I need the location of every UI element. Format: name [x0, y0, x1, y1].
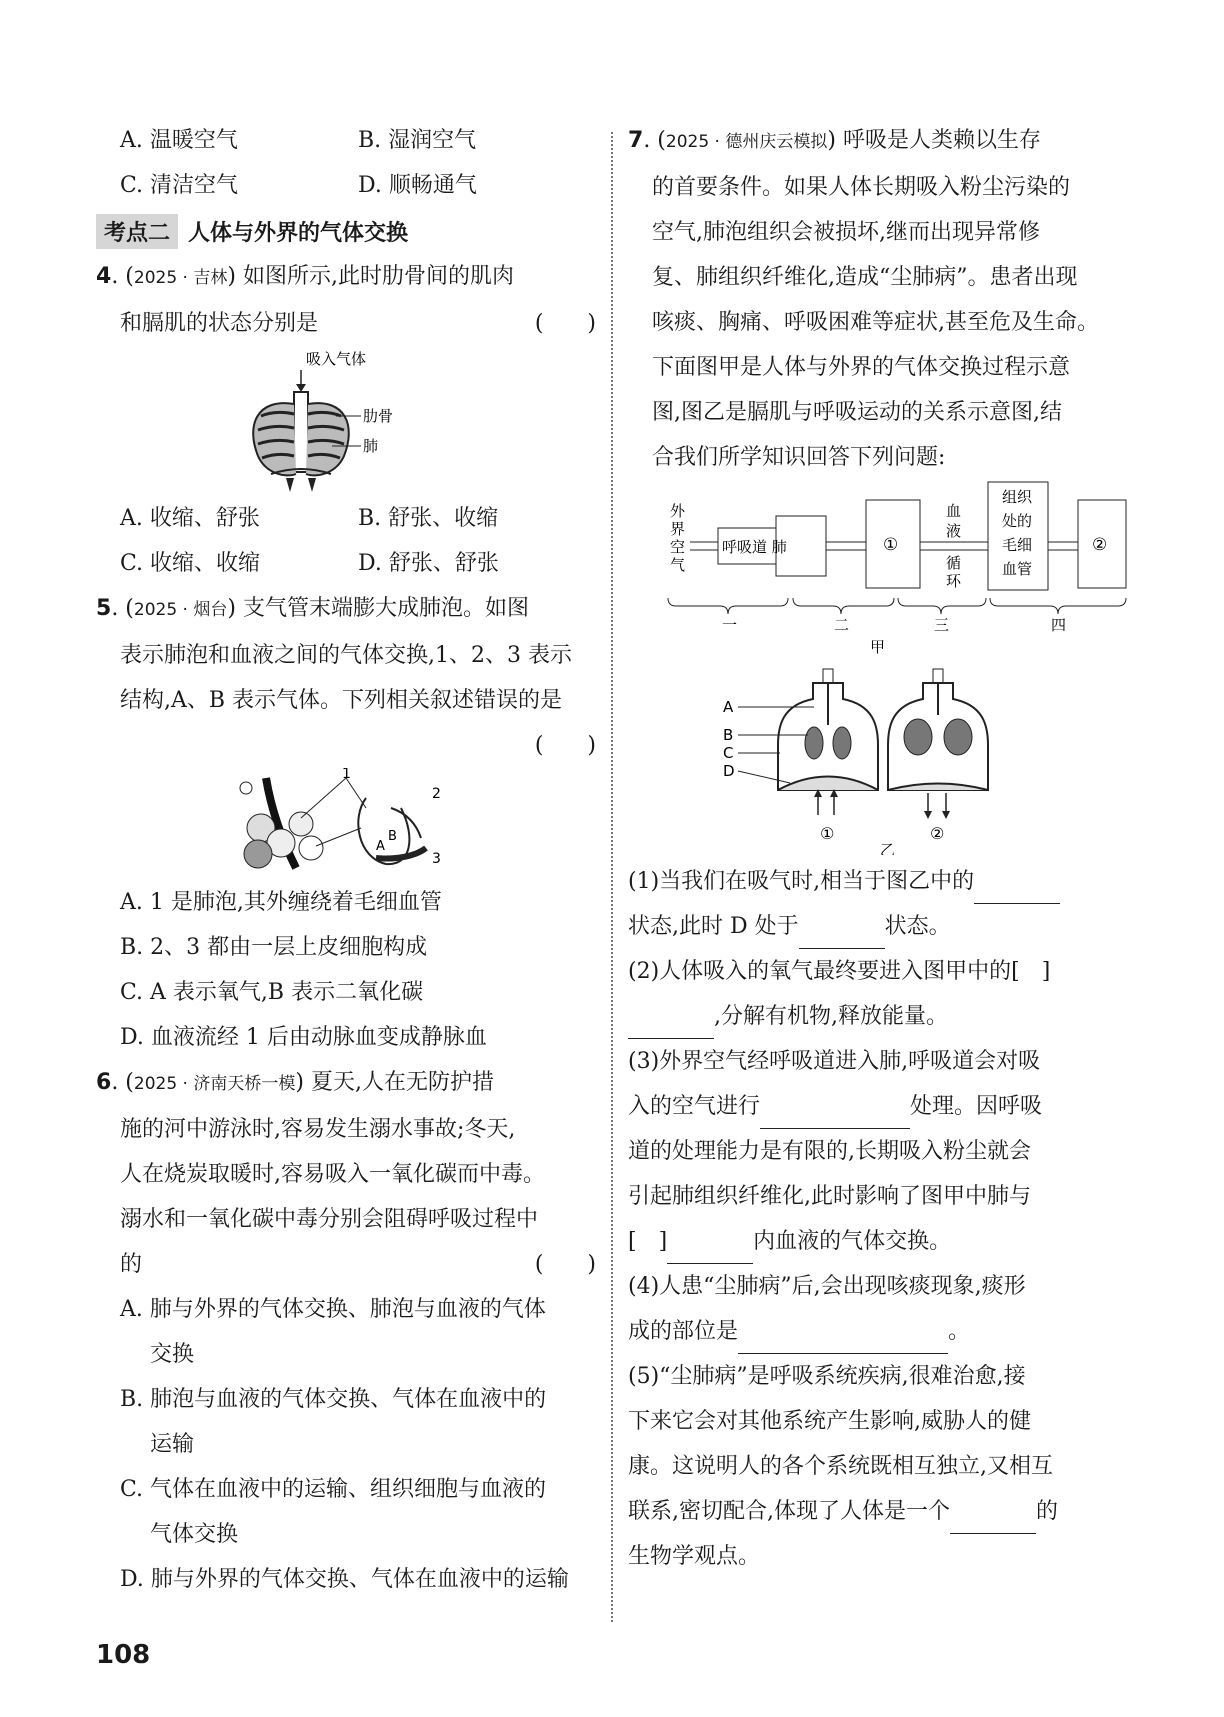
q7-text-1: 呼吸是人类赖以生存	[842, 128, 1041, 153]
q6-line-4: 溺水和一氧化碳中毒分别会阻碍呼吸过程中	[120, 1207, 539, 1232]
q6-line-3: 人在烧炭取暖时,容易吸入一氧化碳而中毒。	[120, 1162, 545, 1187]
q7-sub2-line-1	[628, 949, 1128, 994]
q3-options-row-2	[96, 163, 596, 208]
q3-options-row-1	[96, 118, 596, 163]
yi-jar-2	[888, 669, 988, 819]
q5-pointer-1a	[301, 778, 346, 818]
q7-line-6: 下面图甲是人体与外界的气体交换过程示意	[652, 355, 1071, 380]
q5-source: 2025 · 烟台	[133, 600, 228, 620]
jia-blood-1: 血	[946, 502, 962, 520]
yi-jar-1	[778, 669, 878, 815]
q6-line-1: 6. (2025 · 济南天桥一模) 夏天,人在无防护措	[96, 1070, 494, 1095]
jia-outside-4: 气	[670, 556, 686, 574]
q4-label-lung: 肺	[363, 437, 379, 455]
left-column	[96, 118, 596, 1602]
q7-sub4-blank[interactable]	[738, 1327, 948, 1354]
q4-ribcage-figure	[96, 346, 596, 496]
jia-brace-2	[793, 598, 894, 614]
jia-brace-label-2: 二	[834, 616, 850, 634]
q6-answer-paren[interactable]: ( )	[534, 1252, 596, 1277]
q7-sub2-blank[interactable]	[628, 1012, 714, 1039]
q7-source: 2025 · 德州庆云模拟	[665, 132, 828, 152]
q5-text-1: 支气管末端膨大成肺泡。如图	[242, 596, 529, 621]
q6-option-d[interactable]: D. 肺与外界的气体交换、气体在血液中的运输	[120, 1567, 569, 1592]
q7-sub3-line-1: (3)外界空气经呼吸道进入肺,呼吸道会对吸	[628, 1049, 1041, 1074]
q4-ribcage	[253, 392, 349, 492]
column-divider	[611, 132, 613, 1622]
q6-source: 2025 · 济南天桥一模	[133, 1074, 296, 1094]
jia-brace-4	[990, 598, 1126, 614]
q6-option-a-cont: 交换	[150, 1342, 195, 1367]
q7-figure-jia	[628, 480, 1128, 655]
yi-label-b: B	[723, 726, 734, 744]
q5-alveolus-figure	[96, 768, 596, 880]
q7-sub3-text-g: 内血液的气体交换。	[753, 1229, 952, 1254]
jia-caption: 甲	[870, 638, 886, 655]
q5-alveoli-cluster	[240, 778, 323, 868]
q5-option-a[interactable]: A. 1 是肺泡,其外缠绕着毛细血管	[120, 890, 442, 915]
q7-sub3-text-b: 入的空气进行	[628, 1094, 761, 1119]
q5-line-3: 结构,A、B 表示气体。下列相关叙述错误的是	[120, 688, 563, 713]
q5-label-1: 1	[342, 768, 351, 782]
jia-blood-2: 液	[946, 522, 962, 540]
q7-line-3: 空气,肺泡组织会被损坏,继而出现异常修	[652, 220, 1040, 245]
q7-line-2: 的首要条件。如果人体长期吸入粉尘污染的	[652, 175, 1071, 200]
q7-sub2-text-a: (2)人体吸入的氧气最终要进入图甲中的[ ]	[628, 959, 1051, 984]
q5-answer-paren[interactable]: ( )	[534, 733, 596, 758]
q7-sub1-text-b: 状态,此时 D 处于	[628, 914, 799, 939]
q6-text-5: 的	[120, 1252, 143, 1277]
jia-outside-2: 界	[670, 520, 686, 538]
q7-sub4-line-2	[628, 1309, 1128, 1354]
q7-sub1-blank-1[interactable]	[974, 877, 1060, 904]
q6-option-c[interactable]: C. 气体在血液中的运输、组织细胞与血液的	[120, 1477, 547, 1502]
jia-brace-label-3: 三	[934, 616, 950, 634]
q4-line-2	[96, 301, 596, 346]
q7-sub5-line-3: 康。这说明人的各个系统既相互独立,又相互	[628, 1454, 1053, 1479]
q7-sub5-text-e: 的	[1036, 1499, 1059, 1524]
jia-cap-1: 组织	[1002, 488, 1033, 506]
q5-line-2: 表示肺泡和血液之间的气体交换,1、2、3 表示	[120, 643, 572, 668]
q6-option-b-cont: 运输	[150, 1432, 195, 1457]
q7-sub3-blank-1[interactable]	[760, 1102, 910, 1129]
q4-option-a[interactable]: A. 收缩、舒张	[120, 506, 260, 531]
q3-option-b[interactable]: B. 湿润空气	[358, 128, 477, 153]
q4-text-2: 和膈肌的状态分别是	[120, 311, 319, 336]
section-header	[96, 214, 596, 248]
jia-outside-1: 外	[670, 502, 686, 520]
q4-line-1: 4. (2025 · 吉林) 如图所示,此时肋骨间的肌肉	[96, 264, 514, 289]
jia-cap-3: 毛细	[1002, 536, 1033, 554]
jia-brace-label-4: 四	[1051, 616, 1067, 634]
q7-sub1-text-c: 状态。	[884, 914, 951, 939]
q3-option-c[interactable]: C. 清洁空气	[120, 173, 239, 198]
q7-line-5: 咳痰、胸痛、呼吸困难等症状,甚至危及生命。	[652, 310, 1099, 335]
q6-line-2: 施的河中游泳时,容易发生溺水事故;冬天,	[120, 1117, 516, 1142]
q4-air-arrowhead	[296, 384, 306, 392]
q7-sub1-line-1	[628, 859, 1128, 904]
right-column	[628, 118, 1128, 1579]
q7-sub3-blank-2[interactable]	[667, 1237, 753, 1264]
q5-line-1: 5. (2025 · 烟台) 支气管末端膨大成肺泡。如图	[96, 596, 529, 621]
q4-label-rib: 肋骨	[363, 407, 394, 425]
q7-sub5-blank[interactable]	[950, 1507, 1036, 1534]
yi-label-1: ①	[820, 824, 835, 843]
q7-line-4: 复、肺组织纤维化,造成“尘肺病”。患者出现	[652, 265, 1078, 290]
yi-label-d: D	[723, 762, 735, 780]
q6-option-c-cont: 气体交换	[150, 1522, 239, 1547]
jia-cap-2: 处的	[1002, 512, 1033, 530]
q3-option-a[interactable]: A. 温暖空气	[120, 128, 238, 153]
q7-sub3-line-4: 引起肺组织纤维化,此时影响了图甲中肺与	[628, 1184, 1031, 1209]
q7-sub4-text-c: 。	[948, 1319, 971, 1344]
q5-zoom-arrow	[316, 828, 361, 846]
q7-sub2-line-2	[628, 994, 1128, 1039]
yi-label-2: ②	[930, 824, 945, 843]
q7-sub3-text-c: 处理。因呼吸	[910, 1094, 1043, 1119]
q5-label-b: B	[388, 829, 397, 844]
q4-text-1: 如图所示,此时肋骨间的肌肉	[242, 264, 514, 289]
q6-option-b[interactable]: B. 肺泡与血液的气体交换、气体在血液中的	[120, 1387, 547, 1412]
q4-options-row-1	[96, 496, 596, 541]
jia-airway-lung-label: 呼吸道 肺	[722, 538, 787, 556]
jia-label-1: ①	[883, 535, 899, 555]
q7-sub4-text-b: 成的部位是	[628, 1319, 739, 1344]
q4-option-d[interactable]: D. 舒张、舒张	[358, 551, 499, 576]
q7-sub1-blank-2[interactable]	[799, 922, 885, 949]
jia-blood-3: 循	[946, 554, 962, 572]
jia-blood-4: 环	[946, 572, 962, 590]
q5-label-a: A	[376, 839, 385, 854]
jia-label-2: ②	[1092, 535, 1108, 555]
section-tag: 考点二	[96, 214, 178, 249]
jia-brace-1	[668, 598, 788, 614]
q5-option-c[interactable]: C. A 表示氧气,B 表示二氧化碳	[120, 980, 424, 1005]
q7-sub5-line-4	[628, 1489, 1128, 1534]
q5-option-b[interactable]: B. 2、3 都由一层上皮细胞构成	[120, 935, 428, 960]
jia-brace-label-1: 一	[722, 616, 738, 634]
q7-sub5-line-2: 下来它会对其他系统产生影响,威胁人的健	[628, 1409, 1031, 1434]
q6-line-5	[96, 1242, 596, 1287]
q6-option-a[interactable]: A. 肺与外界的气体交换、肺泡与血液的气体	[120, 1297, 546, 1322]
jia-brace-3	[898, 598, 986, 614]
q4-option-b[interactable]: B. 舒张、收缩	[358, 506, 499, 531]
q4-number: 4	[96, 264, 112, 289]
yi-label-a: A	[723, 698, 734, 716]
q4-source: 2025 · 吉林	[133, 268, 228, 288]
q7-line-8: 合我们所学知识回答下列问题:	[652, 445, 946, 470]
q7-sub2-text-b: ,分解有机物,释放能量。	[714, 1004, 948, 1029]
q4-options-row-2	[96, 541, 596, 586]
q5-number: 5	[96, 596, 112, 621]
q3-option-d[interactable]: D. 顺畅通气	[358, 173, 477, 198]
q4-label-air: 吸入气体	[306, 350, 367, 368]
q5-option-d[interactable]: D. 血液流经 1 后由动脉血变成静脉血	[120, 1025, 487, 1050]
page-number: 108	[96, 1640, 151, 1670]
q7-sub3-line-2	[628, 1084, 1128, 1129]
q7-line-1: 7. (2025 · 德州庆云模拟) 呼吸是人类赖以生存	[628, 128, 1041, 153]
q4-option-c[interactable]: C. 收缩、收缩	[120, 551, 261, 576]
q7-sub3-line-3: 道的处理能力是有限的,长期吸入粉尘就会	[628, 1139, 1031, 1164]
q7-sub1-text-a: (1)当我们在吸气时,相当于图乙中的	[628, 869, 975, 894]
jia-cap-4: 血管	[1002, 560, 1033, 578]
q5-label-2: 2	[432, 786, 441, 802]
jia-outside-3: 空	[670, 538, 686, 556]
q7-figure-yi	[628, 665, 1128, 855]
q7-sub5-text-d: 联系,密切配合,体现了人体是一个	[628, 1499, 950, 1524]
q7-sub5-line-1: (5)“尘肺病”是呼吸系统疾病,很难治愈,接	[628, 1364, 1026, 1389]
section-title: 人体与外界的气体交换	[188, 220, 409, 246]
q6-number: 6	[96, 1070, 112, 1095]
q5-label-3: 3	[432, 851, 441, 867]
q4-answer-paren[interactable]: ( )	[534, 311, 596, 336]
q7-sub5-line-5: 生物学观点。	[628, 1544, 761, 1569]
q7-sub3-bracket[interactable]: [ ]	[628, 1229, 668, 1254]
yi-caption: 乙	[880, 841, 896, 855]
q7-number: 7	[628, 128, 644, 153]
q6-text-1: 夏天,人在无防护措	[310, 1070, 494, 1095]
q7-sub1-line-2	[628, 904, 1128, 949]
q5-pointer-1b	[346, 778, 366, 808]
q7-line-7: 图,图乙是膈肌与呼吸运动的关系示意图,结	[652, 400, 1062, 425]
yi-label-c: C	[723, 744, 734, 762]
q7-sub3-line-5	[628, 1219, 1128, 1264]
q7-sub4-line-1: (4)人患“尘肺病”后,会出现咳痰现象,痰形	[628, 1274, 1026, 1299]
